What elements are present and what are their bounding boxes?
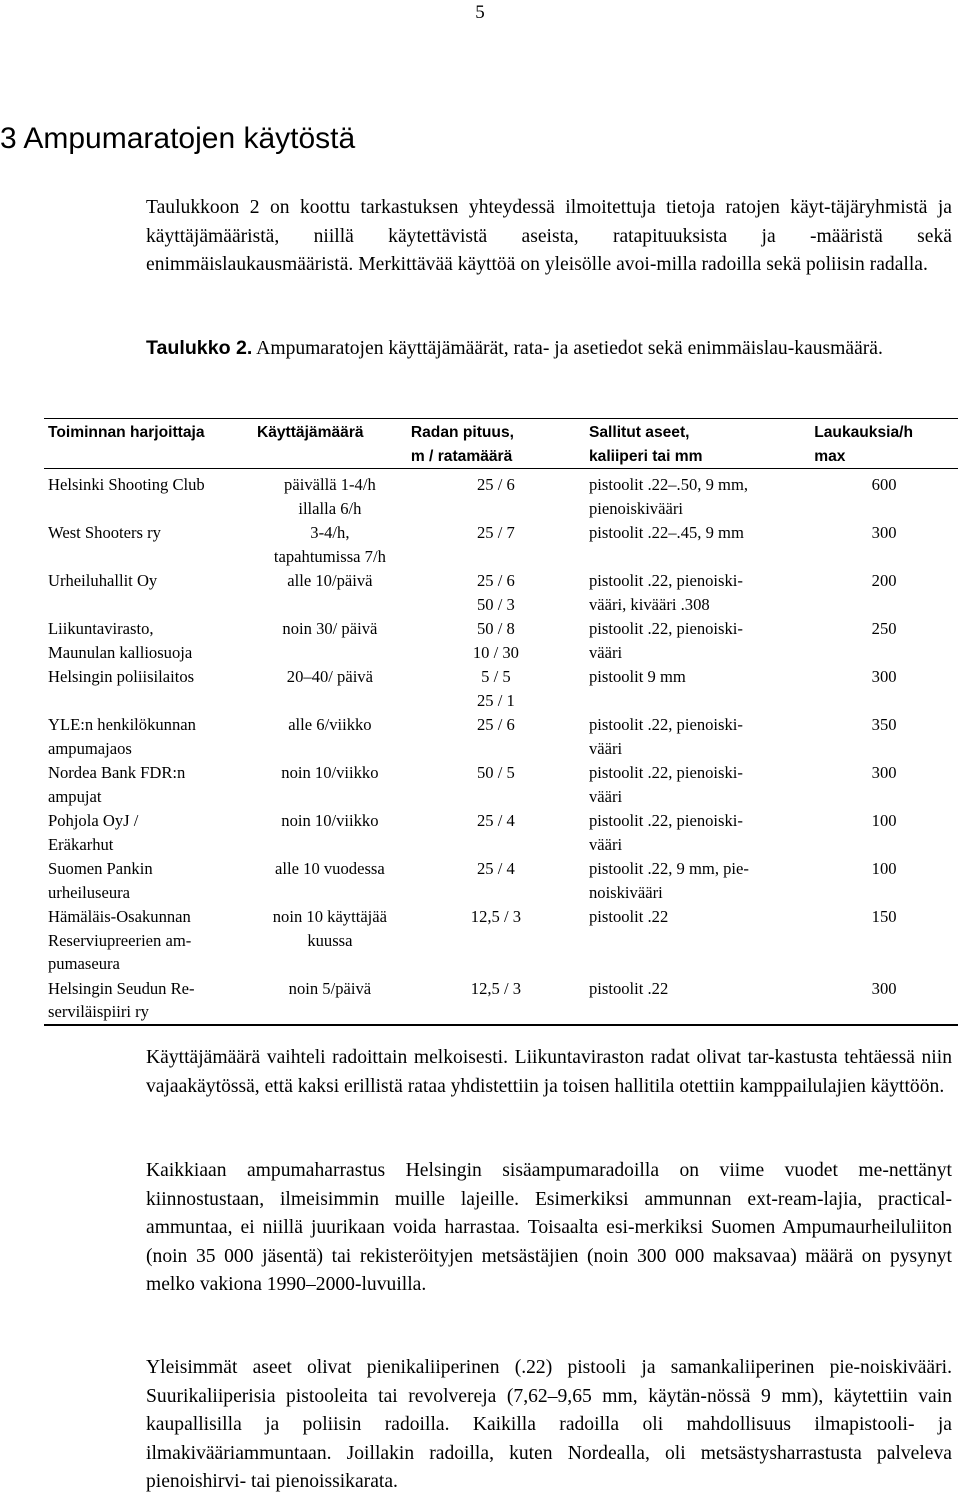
header-operator: Toiminnan harjoittaja: [48, 424, 205, 441]
cell-shots: 350: [871, 715, 897, 734]
cell-operator: Urheiluhallit Oy: [48, 571, 158, 590]
cell-user-count: alle 10 vuodessa: [275, 859, 385, 878]
cell-user-count: noin 5/päivä: [288, 978, 372, 998]
cell-weapons: pistoolit .22–.45, 9 mm: [588, 523, 744, 542]
cell-user-count: noin 10/viikko: [281, 811, 379, 830]
users-table: [44, 418, 958, 1026]
section-heading: 3 Ampumaratojen käytöstä: [0, 122, 356, 155]
table-row: [44, 904, 958, 976]
table-row: [44, 808, 958, 856]
cell-range: 25 / 6 50 / 3: [477, 571, 515, 614]
cell-user-count: noin 30/ päivä: [282, 619, 378, 638]
cell-shots: 300: [871, 978, 897, 998]
cell-operator: Helsinki Shooting Club: [48, 475, 205, 494]
cell-range: 12,5 / 3: [470, 978, 522, 998]
cell-operator: Nordea Bank FDR:n ampujat: [48, 763, 186, 806]
cell-user-count: alle 10/päivä: [287, 571, 373, 590]
cell-range: 25 / 4: [477, 859, 515, 878]
cell-range: 50 / 8 10 / 30: [472, 619, 519, 662]
cell-user-count: 20–40/ päivä: [286, 667, 373, 686]
table-row: [44, 616, 958, 664]
cell-weapons: pistoolit .22: [588, 978, 669, 998]
cell-user-count: 3-4/h, tapahtumissa 7/h: [273, 523, 386, 566]
cell-weapons: pistoolit .22, pienoiski- vääri: [588, 619, 743, 662]
header-range-length: Radan pituus, m / ratamäärä: [410, 424, 514, 465]
table-row: [44, 856, 958, 904]
cell-user-count: noin 10 käyttäjää kuussa: [272, 907, 388, 950]
cell-shots: 300: [871, 763, 897, 782]
cell-shots: 300: [871, 523, 897, 542]
cell-weapons: pistoolit .22, pienoiski- vääri, kivääri .308: [588, 571, 743, 614]
cell-operator: YLE:n henkilökunnan ampumajaos: [48, 715, 196, 758]
cell-weapons: pistoolit .22: [588, 907, 669, 926]
cell-weapons: pistoolit .22, pienoiski- vääri: [588, 715, 743, 758]
cell-shots: 150: [871, 907, 897, 926]
cell-weapons: pistoolit .22, pienoiski- vääri: [588, 763, 743, 806]
intro-paragraph: Taulukkoon 2 on koottu tarkastuksen yhteydessä ilmoitettuja tietoja ratojen käyt-täjäryhmistä ja käyttäjämääristä, niillä käytettävistä aseista, ratapituuksista ja -määristä sekä enimmäislaukausmääristä. Merkittävää käyttöä on yleisölle avoi-milla radoilla sekä poliisin radalla.: [146, 197, 952, 275]
cell-range: 25 / 6: [477, 715, 515, 734]
cell-range: 5 / 5 25 / 1: [477, 667, 515, 710]
cell-operator: Hämäläis-Osakunnan Reserviupreerien am- pumaseura: [48, 907, 192, 973]
cell-range: 25 / 6: [477, 475, 515, 494]
table-row: [44, 664, 958, 712]
cell-operator: Pohjola OyJ / Eräkarhut: [48, 811, 139, 854]
body-paragraph-2: Kaikkiaan ampumaharrastus Helsingin sisäampumaradoilla on viime vuodet me-nettänyt kiinnostustaan, ilmeisimmin muille lajeille. Esimerkiksi ammunnan ext-ream-lajia, practical-ammuntaa, ei niillä juurikaan voida harrastaa. Toisaalta esi-merkiksi Suomen Ampumaurheiluliiton (noin 35 000 jäsentä) tai rekisteröityjen metsästäjien (noin 300 000 maksavaa) määrä on pysynyt melko vakiona 1990–2000-luvuilla.: [146, 1160, 952, 1295]
users-table-container: [44, 418, 958, 1026]
cell-operator: Helsingin Seudun Re- serviläispiiri ry: [48, 978, 195, 1021]
cell-weapons: pistoolit .22, pienoiski- vääri: [588, 811, 743, 854]
table-row: [44, 520, 958, 568]
header-allowed-weapons: Sallitut aseet, kaliiperi tai mm: [588, 424, 703, 465]
body-paragraph-3: Yleisimmät aseet olivat pienikaliiperinen (.22) pistooli ja samankaliiperinen pie-noiskivääri. Suurikaliiperisia pistooleita tai revolvereja (7,62–9,65 mm, käytän-nössä 9 mm), käytettiin vain kaupallisilla ja poliisin radoilla. Kaikilla radoilla oli mahdollisuus ilmapistooli- ja ilmakivääriammuntaan. Joillakin radoilla, kuten Nordealla, oli metsästysharrastusta palveleva pienoishirvi- tai pienoissikarata.: [146, 1357, 952, 1492]
cell-shots: 200: [871, 571, 897, 590]
cell-operator: West Shooters ry: [48, 523, 161, 542]
cell-user-count: noin 10/viikko: [281, 763, 379, 782]
page-number: 5: [475, 2, 485, 23]
cell-weapons: pistoolit 9 mm: [588, 667, 686, 686]
cell-user-count: päivällä 1-4/h illalla 6/h: [284, 475, 376, 518]
table-caption-text: Ampumaratojen käyttäjämäärät, rata- ja asetiedot sekä enimmäislau-kausmäärä.: [256, 338, 883, 359]
table-row: [44, 469, 958, 521]
cell-shots: 100: [871, 859, 897, 878]
cell-operator: Suomen Pankin urheiluseura: [48, 859, 153, 902]
cell-user-count: alle 6/viikko: [288, 715, 372, 734]
cell-weapons: pistoolit .22, 9 mm, pie- noiskivääri: [588, 859, 749, 902]
header-user-count: Käyttäjämäärä: [256, 424, 364, 441]
cell-range: 12,5 / 3: [470, 907, 522, 926]
header-shots-per-hour: Laukauksia/h max: [814, 424, 914, 465]
cell-weapons: pistoolit .22–.50, 9 mm, pienoiskivääri: [588, 475, 749, 518]
cell-operator: Helsingin poliisilaitos: [48, 667, 195, 686]
table-caption: [146, 334, 952, 364]
cell-range: 50 / 5: [477, 763, 515, 782]
table-caption-label: Taulukko 2.: [146, 337, 253, 359]
cell-shots: 300: [871, 667, 897, 686]
cell-range: 25 / 7: [477, 523, 515, 542]
cell-shots: 100: [871, 811, 897, 830]
cell-shots: 600: [871, 475, 897, 494]
body-paragraph-1: Käyttäjämäärä vaihteli radoittain melkoisesti. Liikuntaviraston radat olivat tar-kastusta tehtäessä niin vajaakäytössä, että kaksi erillistä rataa yhdistettiin ja toisen hallitila otettiin kamppailulajien käyttöön.: [146, 1047, 952, 1097]
table-row: [44, 760, 958, 808]
table-row: [44, 568, 958, 616]
table-row: [44, 712, 958, 760]
table-body: [44, 469, 958, 1025]
cell-shots: 250: [871, 619, 897, 638]
table-row: [44, 976, 958, 1025]
cell-operator: Liikuntavirasto, Maunulan kalliosuoja: [48, 619, 193, 662]
table-header-row: [44, 419, 958, 469]
cell-range: 25 / 4: [477, 811, 515, 830]
